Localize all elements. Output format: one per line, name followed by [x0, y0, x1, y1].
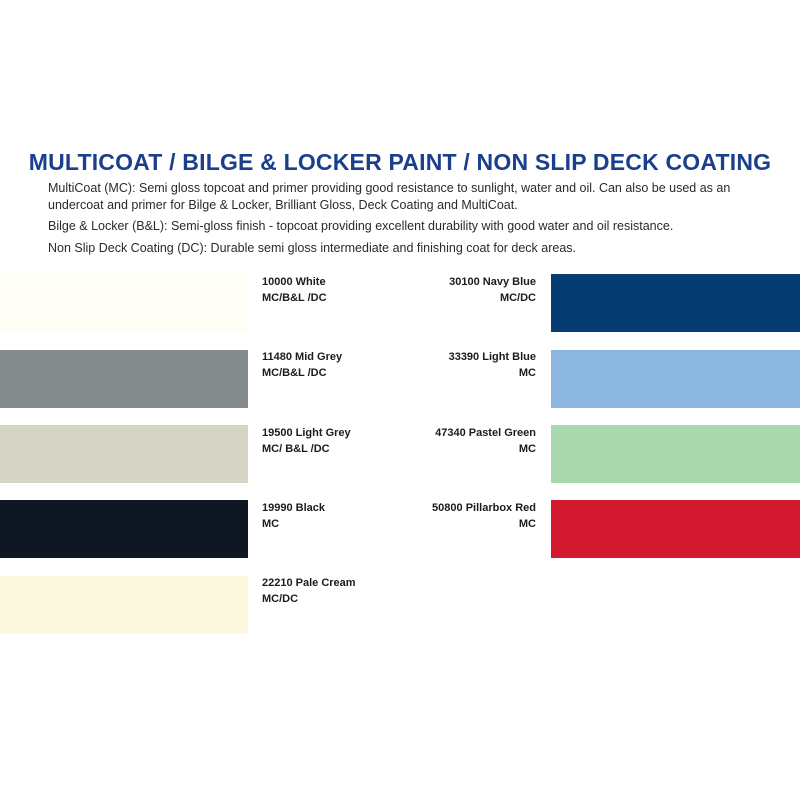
label-mid-grey — [262, 349, 342, 381]
color-products: MC/DC — [499, 292, 536, 304]
color-products: MC/B&L /DC — [262, 367, 327, 379]
label-black — [262, 500, 325, 532]
label-light-blue — [449, 349, 536, 381]
description-deck-coating: Non Slip Deck Coating (DC): Durable semi gloss intermediate and finishing coat for deck areas. — [48, 241, 577, 255]
color-name: 19990 Black — [262, 502, 325, 514]
description-multicoat: MultiCoat (MC): Semi gloss topcoat and primer providing good resistance to sunlight, water and oil. Can also be used as an undercoat and primer for Bilge & Locker, Brilliant Gloss, Deck Coating and MultiCoat. — [48, 181, 731, 212]
color-name: 33390 Light Blue — [448, 351, 536, 363]
swatch-mid-grey — [0, 350, 248, 408]
color-name: 50800 Pillarbox Red — [432, 502, 536, 514]
color-name: 22210 Pale Cream — [262, 577, 356, 589]
color-products: MC/DC — [262, 593, 299, 605]
label-pillarbox-red — [432, 500, 536, 532]
label-pale-cream — [262, 575, 356, 607]
color-products: MC — [518, 443, 536, 455]
swatch-black — [0, 500, 248, 558]
color-name: 19500 Light Grey — [262, 427, 351, 439]
label-light-grey — [262, 425, 351, 457]
description-bilge-locker: Bilge & Locker (B&L): Semi-gloss finish - topcoat providing excellent durability with good water and oil resistance. — [48, 219, 674, 233]
color-name: 10000 White — [262, 276, 326, 288]
swatch-pale-cream — [0, 576, 248, 634]
page-title: MULTICOAT / BILGE & LOCKER PAINT / NON SLIP DECK COATING — [28, 149, 772, 175]
swatch-light-blue — [551, 350, 800, 408]
label-pastel-green — [435, 425, 536, 457]
label-navy-blue — [449, 274, 536, 306]
swatch-pastel-green — [551, 425, 800, 483]
color-name: 11480 Mid Grey — [262, 351, 343, 363]
swatch-light-grey — [0, 425, 248, 483]
swatch-navy-blue — [551, 274, 800, 332]
color-products: MC/ B&L /DC — [262, 443, 330, 455]
swatch-white — [0, 274, 248, 332]
color-name: 30100 Navy Blue — [449, 276, 536, 288]
color-products: MC — [262, 518, 280, 530]
color-products: MC — [518, 367, 536, 379]
swatch-pillarbox-red — [551, 500, 800, 558]
label-white — [262, 274, 327, 306]
color-products: MC/B&L /DC — [262, 292, 327, 304]
color-name: 47340 Pastel Green — [435, 427, 536, 439]
color-products: MC — [518, 518, 536, 530]
